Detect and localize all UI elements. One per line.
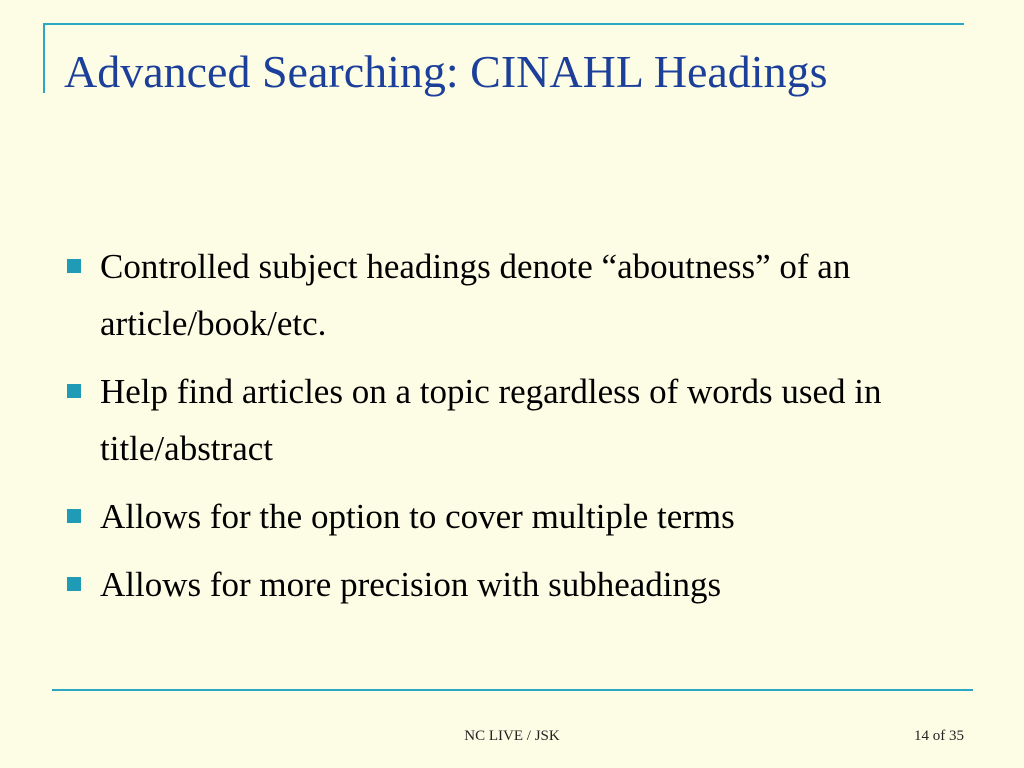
square-bullet-icon (67, 259, 81, 273)
bullet-item (62, 488, 962, 545)
footer-rule (52, 689, 973, 691)
bullet-text: Allows for the option to cover multiple terms (100, 497, 735, 536)
page-indicator (914, 728, 964, 745)
title-frame-top-rule (43, 23, 964, 25)
bullet-list (62, 238, 962, 624)
page-total: 35 (949, 728, 964, 744)
footer-author-label: NC LIVE / JSK (464, 728, 560, 744)
slide-title: Advanced Searching: CINAHL Headings (64, 46, 828, 97)
square-bullet-icon (67, 384, 81, 398)
square-bullet-icon (67, 509, 81, 523)
square-bullet-icon (67, 577, 81, 591)
page-current: 14 (914, 728, 929, 744)
bullet-text: Help find articles on a topic regardless of words used in title/abstract (100, 372, 882, 468)
title-frame-left-rule (43, 23, 45, 93)
bullet-text: Allows for more precision with subheadings (100, 565, 722, 604)
bullet-item (62, 238, 962, 352)
bullet-item (62, 556, 962, 613)
bullet-text: Controlled subject headings denote “aboutness” of an article/book/etc. (100, 247, 851, 343)
page-of-label: of (932, 728, 946, 744)
bullet-item (62, 363, 962, 477)
